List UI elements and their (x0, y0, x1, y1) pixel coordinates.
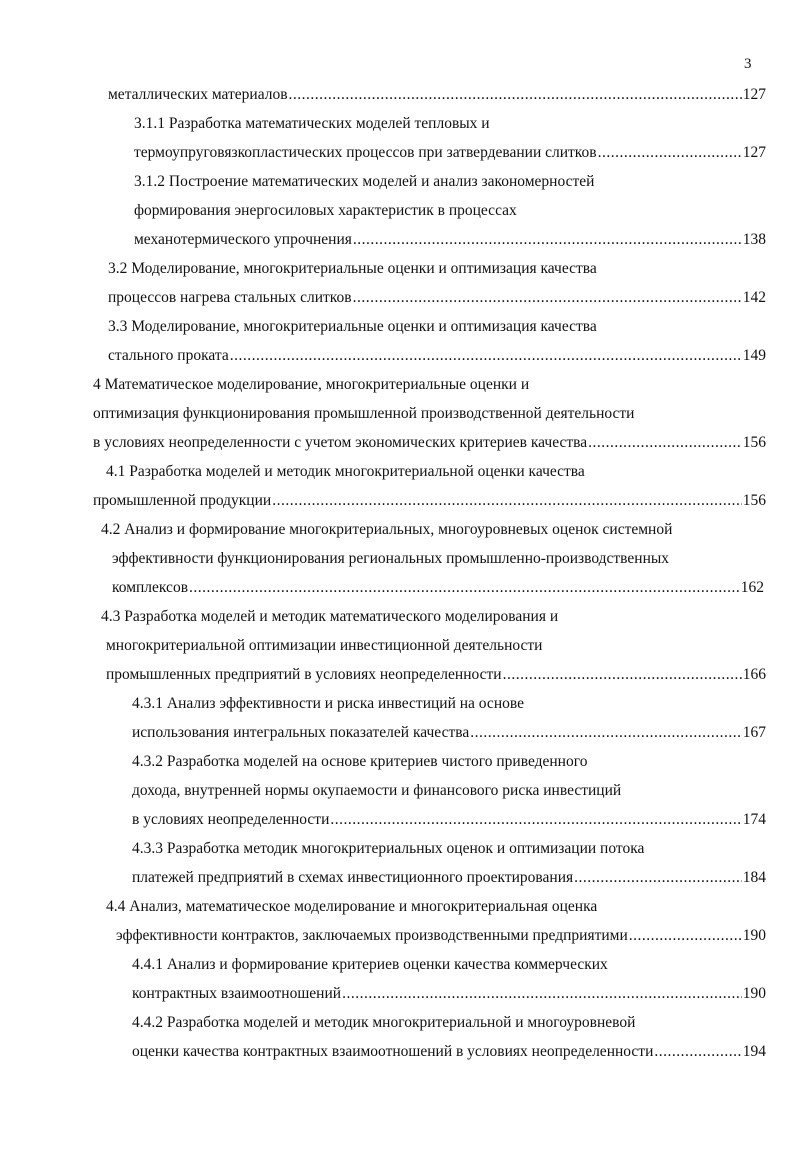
toc-entry-text: в условиях неопределенности (132, 811, 330, 828)
toc-entry-text: платежей предприятий в схемах инвестиционного проектирования (132, 869, 574, 886)
toc-entry-text: многокритериальной оптимизации инвестиционной деятельности (106, 637, 543, 654)
toc-entry-4-4-1[interactable] (0, 950, 792, 1008)
toc-entry-text: стального проката (108, 347, 229, 364)
toc-entry-text: 4 Математическое моделирование, многокритериальные оценки и (93, 376, 530, 393)
toc-entry-3-2[interactable] (0, 254, 792, 312)
page-number: 3 (744, 56, 752, 72)
toc-entry-text: 4.4 Анализ, математическое моделирование и многокритериальная оценка (106, 898, 598, 915)
toc-entry-3-1-1[interactable] (0, 109, 792, 167)
dot-leader (272, 486, 742, 515)
toc-entry-metallic-materials[interactable] (0, 80, 792, 109)
toc-entry-text: 3.1.2 Построение математических моделей и анализ закономерностей (134, 173, 595, 190)
toc-entry-4-2[interactable] (0, 515, 792, 602)
dot-leader (588, 428, 742, 457)
toc-entry-text: 4.3.2 Разработка моделей на основе критериев чистого приведенного (132, 753, 588, 770)
toc-entry-text: 4.3.1 Анализ эффективности и риска инвестиций на основе (132, 695, 524, 712)
toc-page-number: 142 (742, 289, 766, 306)
dot-leader (353, 225, 742, 254)
toc-entry-text: формирования энергосиловых характеристик в процессах (134, 202, 517, 219)
toc-entry-text: промышленной продукции (93, 492, 272, 509)
toc-page-number: 167 (742, 724, 766, 741)
toc-page-number: 138 (742, 231, 766, 248)
toc-entry-4[interactable] (0, 370, 792, 457)
toc-entry-text: металлических материалов (108, 86, 288, 103)
toc-entry-4-4[interactable] (0, 892, 792, 950)
dot-leader (470, 718, 742, 747)
toc-page-number: 127 (742, 86, 766, 103)
toc-page-number: 149 (742, 347, 766, 364)
toc-entry-text: 4.1 Разработка моделей и методик многокритериальной оценки качества (106, 463, 585, 480)
dot-leader (230, 341, 742, 370)
dot-leader (598, 138, 742, 167)
toc-page-number: 174 (742, 811, 766, 828)
toc-page-number: 166 (742, 666, 766, 683)
toc-page-number: 156 (742, 492, 766, 509)
dot-leader (342, 979, 742, 1008)
toc-entry-text: 3.3 Моделирование, многокритериальные оценки и оптимизация качества (108, 318, 597, 335)
toc-page-number: 194 (742, 1043, 766, 1060)
toc-entry-text: механотермического упрочнения (134, 231, 352, 248)
dot-leader (574, 863, 742, 892)
toc-entry-text: 4.4.2 Разработка моделей и методик многокритериальной и многоуровневой (132, 1014, 636, 1031)
toc-entry-text: дохода, внутренней нормы окупаемости и финансового риска инвестиций (132, 782, 622, 799)
toc-entry-text: промышленных предприятий в условиях неопределенности (106, 666, 502, 683)
toc-page-number: 190 (742, 927, 766, 944)
toc-entry-4-1[interactable] (0, 457, 792, 515)
dot-leader (330, 805, 741, 834)
toc-entry-text: 4.3 Разработка моделей и методик математического моделирования и (101, 608, 559, 625)
toc-entry-3-1-2[interactable] (0, 167, 792, 254)
toc-entry-text: процессов нагрева стальных слитков (108, 289, 352, 306)
toc-entry-text: 4.3.3 Разработка методик многокритериальных оценок и оптимизации потока (132, 840, 645, 857)
toc-page-number: 162 (740, 579, 764, 596)
toc-entry-4-3-2[interactable] (0, 747, 792, 834)
toc-entry-3-3[interactable] (0, 312, 792, 370)
toc-entry-text: эффективности контрактов, заключаемых производственными предприятими (116, 927, 628, 944)
toc-entry-text: контрактных взаимоотношений (132, 985, 342, 1002)
dot-leader (503, 660, 742, 689)
toc-entry-text: оценки качества контрактных взаимоотношений в условиях неопределенности (132, 1043, 654, 1060)
toc-entry-4-3[interactable] (0, 602, 792, 689)
toc-page-number: 184 (742, 869, 766, 886)
toc-entry-text: использования интегральных показателей качества (132, 724, 470, 741)
dot-leader (353, 283, 742, 312)
dot-leader (189, 573, 740, 602)
toc-entry-4-3-3[interactable] (0, 834, 792, 892)
dot-leader (654, 1037, 741, 1066)
toc-entry-text: термоупруговязкопластических процессов при затвердевании слитков (134, 144, 597, 161)
toc-entry-4-3-1[interactable] (0, 689, 792, 747)
toc-page-number: 127 (742, 144, 766, 161)
toc-entry-text: оптимизация функционирования промышленной производственной деятельности (93, 405, 635, 422)
toc-page-number: 190 (742, 985, 766, 1002)
toc-entry-text: 4.4.1 Анализ и формирование критериев оценки качества коммерческих (132, 956, 608, 973)
toc-entry-text: в условиях неопределенности с учетом экономических критериев качества (93, 434, 588, 451)
toc-entry-text: 4.2 Анализ и формирование многокритериальных, многоуровневых оценок системной (101, 521, 673, 538)
dot-leader (289, 80, 742, 109)
table-of-contents (0, 80, 792, 1066)
toc-page-number: 156 (742, 434, 766, 451)
toc-entry-text: эффективности функционирования региональных промышленно-производственных (112, 550, 670, 567)
toc-entry-text: 3.1.1 Разработка математических моделей тепловых и (134, 115, 490, 132)
toc-entry-text: 3.2 Моделирование, многокритериальные оценки и оптимизация качества (108, 260, 597, 277)
toc-entry-4-4-2[interactable] (0, 1008, 792, 1066)
dot-leader (629, 921, 742, 950)
toc-entry-text: комплексов (112, 579, 189, 596)
